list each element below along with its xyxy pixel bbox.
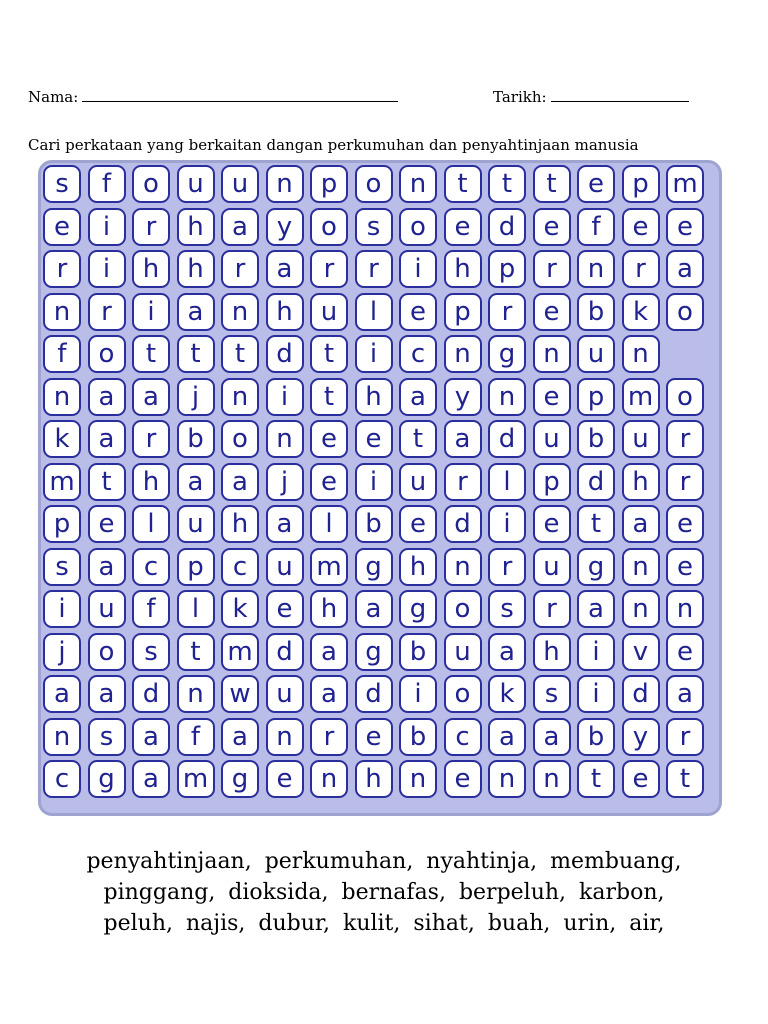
- grid-cell[interactable]: n: [622, 548, 660, 586]
- grid-cell[interactable]: i: [488, 505, 526, 543]
- grid-cell[interactable]: e: [533, 378, 571, 416]
- grid-cell[interactable]: p: [310, 165, 348, 203]
- grid-cell[interactable]: t: [310, 335, 348, 373]
- grid-cell[interactable]: e: [310, 463, 348, 501]
- grid-cell[interactable]: k: [622, 293, 660, 331]
- grid-cell[interactable]: y: [266, 208, 304, 246]
- grid-cell[interactable]: n: [177, 675, 215, 713]
- grid-cell[interactable]: o: [399, 208, 437, 246]
- grid-cell[interactable]: o: [666, 378, 704, 416]
- grid-cell[interactable]: t: [488, 165, 526, 203]
- grid-cell[interactable]: p: [533, 463, 571, 501]
- grid-cell[interactable]: a: [88, 548, 126, 586]
- grid-cell[interactable]: k: [488, 675, 526, 713]
- grid-cell[interactable]: d: [132, 675, 170, 713]
- grid-cell[interactable]: c: [132, 548, 170, 586]
- grid-cell[interactable]: e: [444, 208, 482, 246]
- grid-cell[interactable]: g: [355, 633, 393, 671]
- grid-cell[interactable]: b: [577, 293, 615, 331]
- grid-cell[interactable]: t: [399, 420, 437, 458]
- grid-cell[interactable]: r: [310, 250, 348, 288]
- grid-cell[interactable]: o: [88, 335, 126, 373]
- grid-cell[interactable]: h: [399, 548, 437, 586]
- grid-cell[interactable]: t: [177, 335, 215, 373]
- grid-cell[interactable]: r: [88, 293, 126, 331]
- grid-cell[interactable]: h: [132, 463, 170, 501]
- grid-cell[interactable]: o: [132, 165, 170, 203]
- grid-cell[interactable]: i: [88, 250, 126, 288]
- grid-cell[interactable]: a: [88, 420, 126, 458]
- grid-cell[interactable]: n: [266, 420, 304, 458]
- grid-cell[interactable]: n: [221, 293, 259, 331]
- grid-cell[interactable]: p: [622, 165, 660, 203]
- grid-cell[interactable]: r: [666, 420, 704, 458]
- grid-cell[interactable]: s: [533, 675, 571, 713]
- grid-cell[interactable]: b: [399, 718, 437, 756]
- grid-cell[interactable]: e: [533, 293, 571, 331]
- grid-cell[interactable]: u: [177, 505, 215, 543]
- grid-cell[interactable]: l: [310, 505, 348, 543]
- grid-cell[interactable]: i: [88, 208, 126, 246]
- grid-cell[interactable]: n: [488, 378, 526, 416]
- grid-cell[interactable]: e: [666, 505, 704, 543]
- grid-cell[interactable]: o: [221, 420, 259, 458]
- name-label: Nama:: [28, 88, 79, 106]
- grid-cell[interactable]: n: [43, 718, 81, 756]
- grid-cell[interactable]: h: [310, 590, 348, 628]
- grid-cell[interactable]: p: [488, 250, 526, 288]
- grid-cell[interactable]: l: [488, 463, 526, 501]
- grid-cell[interactable]: n: [444, 335, 482, 373]
- grid-cell[interactable]: r: [488, 293, 526, 331]
- grid-cell[interactable]: e: [43, 208, 81, 246]
- grid-cell[interactable]: t: [177, 633, 215, 671]
- grid-cell[interactable]: n: [488, 760, 526, 798]
- grid-cell[interactable]: p: [444, 293, 482, 331]
- grid-cell[interactable]: s: [488, 590, 526, 628]
- grid-cell[interactable]: i: [355, 335, 393, 373]
- word-list: [0, 846, 768, 939]
- grid-cell[interactable]: a: [88, 675, 126, 713]
- date-blank[interactable]: [551, 89, 689, 102]
- grid-cell[interactable]: r: [622, 250, 660, 288]
- grid-cell[interactable]: a: [444, 420, 482, 458]
- grid-cell[interactable]: b: [399, 633, 437, 671]
- grid-cell[interactable]: c: [399, 335, 437, 373]
- grid-cell[interactable]: n: [533, 335, 571, 373]
- grid-cell[interactable]: a: [488, 718, 526, 756]
- grid-cell[interactable]: h: [177, 250, 215, 288]
- date-label: Tarikh:: [493, 88, 547, 106]
- grid-cell[interactable]: s: [132, 633, 170, 671]
- grid-cell[interactable]: u: [266, 675, 304, 713]
- grid-cell[interactable]: i: [577, 633, 615, 671]
- grid-cell[interactable]: h: [266, 293, 304, 331]
- grid-cell[interactable]: j: [177, 378, 215, 416]
- grid-cell[interactable]: n: [399, 760, 437, 798]
- grid-cell[interactable]: a: [355, 590, 393, 628]
- word-list-line-3: peluh, najis, dubur, kulit, sihat, buah, urin, air,: [103, 911, 665, 936]
- grid-cell[interactable]: n: [43, 293, 81, 331]
- grid-cell[interactable]: a: [622, 505, 660, 543]
- grid-cell[interactable]: h: [444, 250, 482, 288]
- grid-cell[interactable]: p: [577, 378, 615, 416]
- grid-cell[interactable]: a: [666, 250, 704, 288]
- grid-cell[interactable]: i: [577, 675, 615, 713]
- grid-cell[interactable]: n: [577, 250, 615, 288]
- grid-cell[interactable]: e: [355, 420, 393, 458]
- grid-cell[interactable]: a: [43, 675, 81, 713]
- grid-cell[interactable]: g: [399, 590, 437, 628]
- grid-cell[interactable]: o: [666, 293, 704, 331]
- grid-cell[interactable]: a: [177, 463, 215, 501]
- grid-cell[interactable]: i: [399, 250, 437, 288]
- grid-cell[interactable]: r: [132, 208, 170, 246]
- grid-cell[interactable]: n: [666, 590, 704, 628]
- grid-cell[interactable]: t: [533, 165, 571, 203]
- grid-cell[interactable]: h: [533, 633, 571, 671]
- grid-cell[interactable]: k: [221, 590, 259, 628]
- grid-cell[interactable]: j: [266, 463, 304, 501]
- grid-cell[interactable]: o: [310, 208, 348, 246]
- grid-cell[interactable]: s: [43, 165, 81, 203]
- grid-cell[interactable]: f: [177, 718, 215, 756]
- grid-cell[interactable]: u: [221, 165, 259, 203]
- grid-cell[interactable]: m: [43, 463, 81, 501]
- grid-cell[interactable]: a: [488, 633, 526, 671]
- grid-cell[interactable]: n: [221, 378, 259, 416]
- grid-cell[interactable]: f: [132, 590, 170, 628]
- grid-cell[interactable]: a: [132, 378, 170, 416]
- grid-cell[interactable]: u: [177, 165, 215, 203]
- grid-cell[interactable]: p: [177, 548, 215, 586]
- grid-cell[interactable]: g: [221, 760, 259, 798]
- grid-cell[interactable]: r: [533, 250, 571, 288]
- grid-cell[interactable]: g: [355, 548, 393, 586]
- grid-cell[interactable]: t: [666, 760, 704, 798]
- grid-cell[interactable]: d: [622, 675, 660, 713]
- grid-cell[interactable]: e: [399, 505, 437, 543]
- grid-cell[interactable]: n: [266, 718, 304, 756]
- grid-cell[interactable]: w: [221, 675, 259, 713]
- word-list-line-2: pinggang, dioksida, bernafas, berpeluh, karbon,: [103, 880, 665, 905]
- grid-cell[interactable]: a: [577, 590, 615, 628]
- grid-cell[interactable]: e: [622, 760, 660, 798]
- grid-cell[interactable]: t: [444, 165, 482, 203]
- grid-cell[interactable]: m: [622, 378, 660, 416]
- grid-cell[interactable]: c: [43, 760, 81, 798]
- grid-cell[interactable]: s: [88, 718, 126, 756]
- grid-cell[interactable]: a: [221, 208, 259, 246]
- grid-cell[interactable]: t: [132, 335, 170, 373]
- grid-cell[interactable]: d: [488, 208, 526, 246]
- grid-cell[interactable]: m: [221, 633, 259, 671]
- grid-cell[interactable]: r: [666, 463, 704, 501]
- grid-cell[interactable]: o: [355, 165, 393, 203]
- grid-cell[interactable]: a: [533, 718, 571, 756]
- grid-cell[interactable]: i: [355, 463, 393, 501]
- grid-cell[interactable]: i: [132, 293, 170, 331]
- grid-cell[interactable]: u: [533, 420, 571, 458]
- grid-cell[interactable]: y: [622, 718, 660, 756]
- grid-cell[interactable]: a: [177, 293, 215, 331]
- grid-cell[interactable]: a: [132, 760, 170, 798]
- name-field: [28, 88, 398, 106]
- grid-cell[interactable]: p: [43, 505, 81, 543]
- grid-cell[interactable]: d: [355, 675, 393, 713]
- grid-cell[interactable]: c: [444, 718, 482, 756]
- grid-cell[interactable]: l: [132, 505, 170, 543]
- grid-cell[interactable]: g: [577, 548, 615, 586]
- grid-cell[interactable]: e: [666, 548, 704, 586]
- grid-cell[interactable]: e: [355, 718, 393, 756]
- grid-cell[interactable]: u: [444, 633, 482, 671]
- grid-cell[interactable]: n: [266, 165, 304, 203]
- grid-cell[interactable]: v: [622, 633, 660, 671]
- grid-cell[interactable]: u: [622, 420, 660, 458]
- grid-cell[interactable]: t: [577, 760, 615, 798]
- grid-cell[interactable]: u: [533, 548, 571, 586]
- grid-cell[interactable]: l: [355, 293, 393, 331]
- grid-cell[interactable]: s: [355, 208, 393, 246]
- grid-cell[interactable]: e: [666, 633, 704, 671]
- grid-cell[interactable]: i: [266, 378, 304, 416]
- grid-cell[interactable]: h: [622, 463, 660, 501]
- grid-cell[interactable]: t: [577, 505, 615, 543]
- grid-cell[interactable]: e: [533, 208, 571, 246]
- grid-cell[interactable]: a: [266, 250, 304, 288]
- grid-cell[interactable]: u: [399, 463, 437, 501]
- grid-cell[interactable]: a: [132, 718, 170, 756]
- grid-cell[interactable]: a: [666, 675, 704, 713]
- grid-cell[interactable]: g: [88, 760, 126, 798]
- grid-cell[interactable]: a: [221, 718, 259, 756]
- grid-cell[interactable]: n: [399, 165, 437, 203]
- grid-cell[interactable]: h: [177, 208, 215, 246]
- grid-cell[interactable]: g: [488, 335, 526, 373]
- grid-cell[interactable]: f: [88, 165, 126, 203]
- grid-cell[interactable]: h: [355, 378, 393, 416]
- grid-cell[interactable]: b: [177, 420, 215, 458]
- grid-cell[interactable]: u: [577, 335, 615, 373]
- instruction-text: Cari perkataan yang berkaitan dangan perkumuhan dan penyahtinjaan manusia: [28, 136, 639, 154]
- grid-cell[interactable]: r: [355, 250, 393, 288]
- grid-cell[interactable]: e: [88, 505, 126, 543]
- grid-cell[interactable]: a: [221, 463, 259, 501]
- grid-cell[interactable]: c: [221, 548, 259, 586]
- grid-cell[interactable]: n: [622, 335, 660, 373]
- grid-cell[interactable]: d: [488, 420, 526, 458]
- word-search-grid: [43, 165, 718, 810]
- grid-cell[interactable]: h: [221, 505, 259, 543]
- grid-cell[interactable]: e: [666, 208, 704, 246]
- grid-cell[interactable]: a: [266, 505, 304, 543]
- grid-cell[interactable]: b: [355, 505, 393, 543]
- grid-cell[interactable]: o: [444, 675, 482, 713]
- grid-cell[interactable]: r: [43, 250, 81, 288]
- grid-cell[interactable]: e: [533, 505, 571, 543]
- grid-cell[interactable]: u: [310, 293, 348, 331]
- grid-cell[interactable]: m: [666, 165, 704, 203]
- grid-cell[interactable]: u: [266, 548, 304, 586]
- grid-cell[interactable]: o: [88, 633, 126, 671]
- grid-cell[interactable]: a: [88, 378, 126, 416]
- name-blank[interactable]: [82, 89, 398, 102]
- grid-cell[interactable]: h: [355, 760, 393, 798]
- grid-cell[interactable]: d: [266, 633, 304, 671]
- grid-cell[interactable]: e: [266, 760, 304, 798]
- word-list-line-1: penyahtinjaan, perkumuhan, nyahtinja, membuang,: [86, 849, 682, 874]
- grid-cell[interactable]: u: [88, 590, 126, 628]
- grid-cell[interactable]: n: [444, 548, 482, 586]
- grid-cell[interactable]: d: [577, 463, 615, 501]
- grid-cell[interactable]: k: [43, 420, 81, 458]
- grid-cell[interactable]: o: [444, 590, 482, 628]
- grid-cell[interactable]: a: [310, 675, 348, 713]
- grid-cell[interactable]: m: [177, 760, 215, 798]
- grid-cell[interactable]: r: [310, 718, 348, 756]
- grid-cell[interactable]: t: [310, 378, 348, 416]
- grid-cell[interactable]: r: [132, 420, 170, 458]
- date-field: [493, 88, 689, 106]
- grid-cell[interactable]: i: [43, 590, 81, 628]
- grid-cell[interactable]: r: [488, 548, 526, 586]
- grid-cell[interactable]: f: [43, 335, 81, 373]
- grid-cell[interactable]: e: [622, 208, 660, 246]
- grid-cell[interactable]: r: [533, 590, 571, 628]
- grid-cell[interactable]: e: [577, 165, 615, 203]
- grid-cell[interactable]: r: [666, 718, 704, 756]
- grid-cell[interactable]: a: [399, 378, 437, 416]
- grid-cell[interactable]: a: [310, 633, 348, 671]
- grid-cell[interactable]: t: [221, 335, 259, 373]
- grid-cell[interactable]: n: [43, 378, 81, 416]
- grid-cell[interactable]: t: [88, 463, 126, 501]
- grid-cell[interactable]: r: [444, 463, 482, 501]
- grid-cell[interactable]: m: [310, 548, 348, 586]
- grid-cell[interactable]: e: [399, 293, 437, 331]
- grid-cell[interactable]: h: [132, 250, 170, 288]
- grid-cell[interactable]: e: [310, 420, 348, 458]
- grid-cell[interactable]: l: [177, 590, 215, 628]
- grid-cell[interactable]: b: [577, 718, 615, 756]
- grid-cell[interactable]: b: [577, 420, 615, 458]
- grid-cell[interactable]: j: [43, 633, 81, 671]
- grid-cell[interactable]: n: [533, 760, 571, 798]
- grid-cell[interactable]: n: [310, 760, 348, 798]
- grid-cell[interactable]: y: [444, 378, 482, 416]
- grid-cell[interactable]: d: [266, 335, 304, 373]
- grid-cell[interactable]: f: [577, 208, 615, 246]
- grid-cell[interactable]: d: [444, 505, 482, 543]
- grid-cell[interactable]: n: [622, 590, 660, 628]
- grid-cell[interactable]: i: [399, 675, 437, 713]
- grid-cell[interactable]: e: [444, 760, 482, 798]
- grid-cell[interactable]: s: [43, 548, 81, 586]
- grid-cell[interactable]: r: [221, 250, 259, 288]
- grid-cell[interactable]: e: [266, 590, 304, 628]
